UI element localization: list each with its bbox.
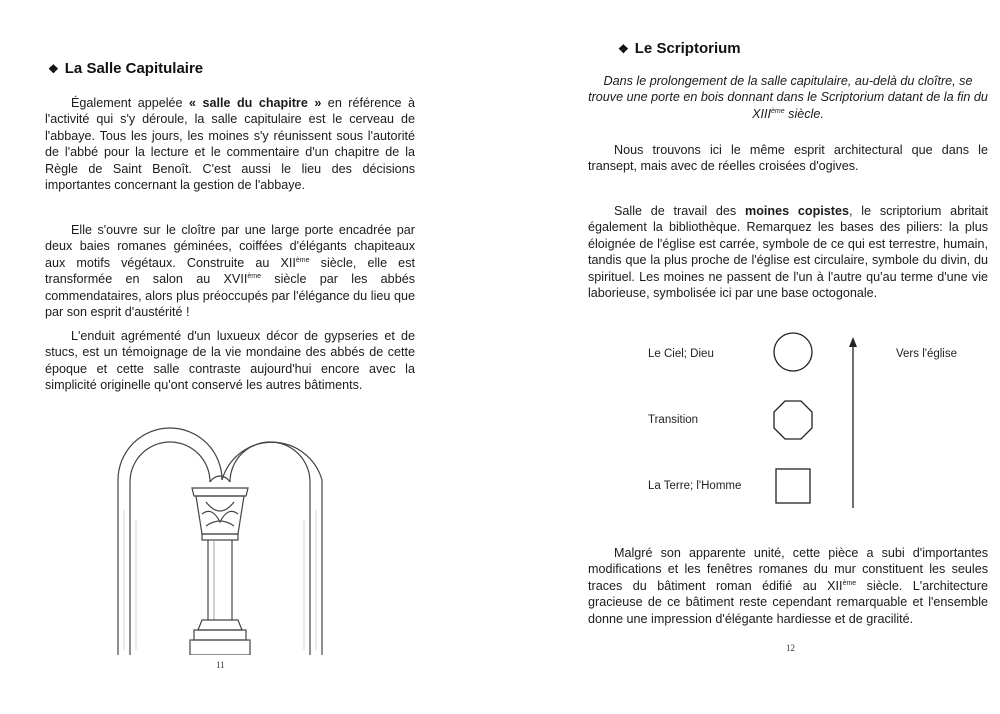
diamond-bullet-icon: ❖ (618, 42, 629, 56)
label-earth-man: La Terre; l'Homme (648, 480, 742, 492)
label-heaven-god: Le Ciel; Dieu (648, 348, 714, 360)
paragraph-1 (45, 95, 415, 193)
para3-text-a: Malgré son apparente unité, cette pièce a subi d'importantes modifications et les fenêtres romanes du mur constituent les seules traces du bâtiment roman édifié au XII (588, 546, 988, 593)
paragraph-2 (588, 203, 988, 301)
superscript: ème (295, 256, 310, 264)
superscript: ème (247, 273, 261, 281)
intro-text-b: siècle. (784, 106, 824, 121)
label-transition: Transition (648, 414, 699, 426)
paragraph-1 (588, 142, 988, 175)
paragraph-3 (45, 328, 415, 394)
heading-text: La Salle Capitulaire (64, 60, 204, 77)
para2-text-post: , le scriptorium abritait également la bibliothèque. Remarquez les bases des piliers: la plus éloignée de l'église est carrée, symbole de ce qui est terrestre, humain, tandis que la plus proche de l'église est circulaire, symbole du divin, du spirituel. Les moines ne passent de l'un à l'autre qu'au terme d'une vie laborieuse, symbolisée ici par une base octogonale. (588, 204, 988, 301)
left-page (0, 0, 470, 714)
para3-text: L'enduit agrémenté d'un luxueux décor de gypseries et de stucs, est un témoignage de la vie mondaine des abbés de cette époque et cette salle contraste aujourd'hui encore avec la simplicité originelle qu'ont conservé les autres bâtiments. (45, 329, 415, 393)
para3-text-b: siècle. L'architecture gracieuse de ce bâtiment reste cependant remarquable et l'ensemble donne une impression d'élégante hardiesse et de gracilité. (588, 578, 989, 626)
label-towards-church: Vers l'église (896, 348, 958, 360)
para1-text-pre: Également appelée (71, 96, 189, 110)
para2-text-a: Elle s'ouvre sur le cloître par une large porte encadrée par deux baies romanes géminées, coiffées d'élégants chapiteaux aux motifs végétaux. Construite au XII (45, 223, 415, 270)
para2-text-c: siècle par les abbés commendataires, alors plus préoccupés par l'élégance du lieu que par son esprit d'austérité ! (45, 272, 415, 320)
superscript: ème (771, 107, 785, 115)
up-arrow-icon (846, 336, 860, 510)
page-number: 12 (786, 643, 795, 653)
heading-text: Le Scriptorium (634, 40, 741, 57)
section-heading-salle-capitulaire (48, 60, 203, 77)
paragraph-2 (45, 222, 415, 320)
section-heading-scriptorium (618, 40, 741, 57)
para1-text-post: en référence à l'activité qui s'y déroule, la salle capitulaire est le cerveau de l'abbaye. Tous les jours, les moines s'y réunissent sous l'autorité de l'abbé pour la lecture et le commentaire d'un chapitre de la Règle de Saint Benoît. C'est aussi le lieu des décisions importantes concernant la gestion de l'abbaye. (45, 96, 415, 193)
page-number: 11 (216, 660, 225, 670)
twin-arch-column-illustration (110, 410, 330, 655)
octagon-base-icon (772, 399, 814, 441)
para2-text-b: siècle, elle est transformée en salon au XVII (45, 255, 415, 287)
superscript: ème (842, 579, 857, 587)
paragraph-3 (588, 545, 988, 627)
para1-text: Nous trouvons ici le même esprit architectural que dans le transept, mais avec de réelles croisées d'ogives. (588, 143, 988, 174)
diamond-bullet-icon: ❖ (48, 62, 59, 76)
para2-text-pre: Salle de travail des (614, 204, 746, 218)
square-base-icon (774, 467, 812, 505)
para1-bold: « salle du chapitre » (189, 96, 322, 110)
para2-bold: moines copistes (745, 204, 849, 218)
right-page (500, 0, 1000, 714)
intro-italic (588, 73, 988, 122)
circle-base-icon (772, 331, 814, 373)
intro-text-a: Dans le prolongement de la salle capitulaire, au-delà du cloître, se trouve une porte en bois donnant dans le Scriptorium datant de la fin du XIII (588, 74, 988, 121)
